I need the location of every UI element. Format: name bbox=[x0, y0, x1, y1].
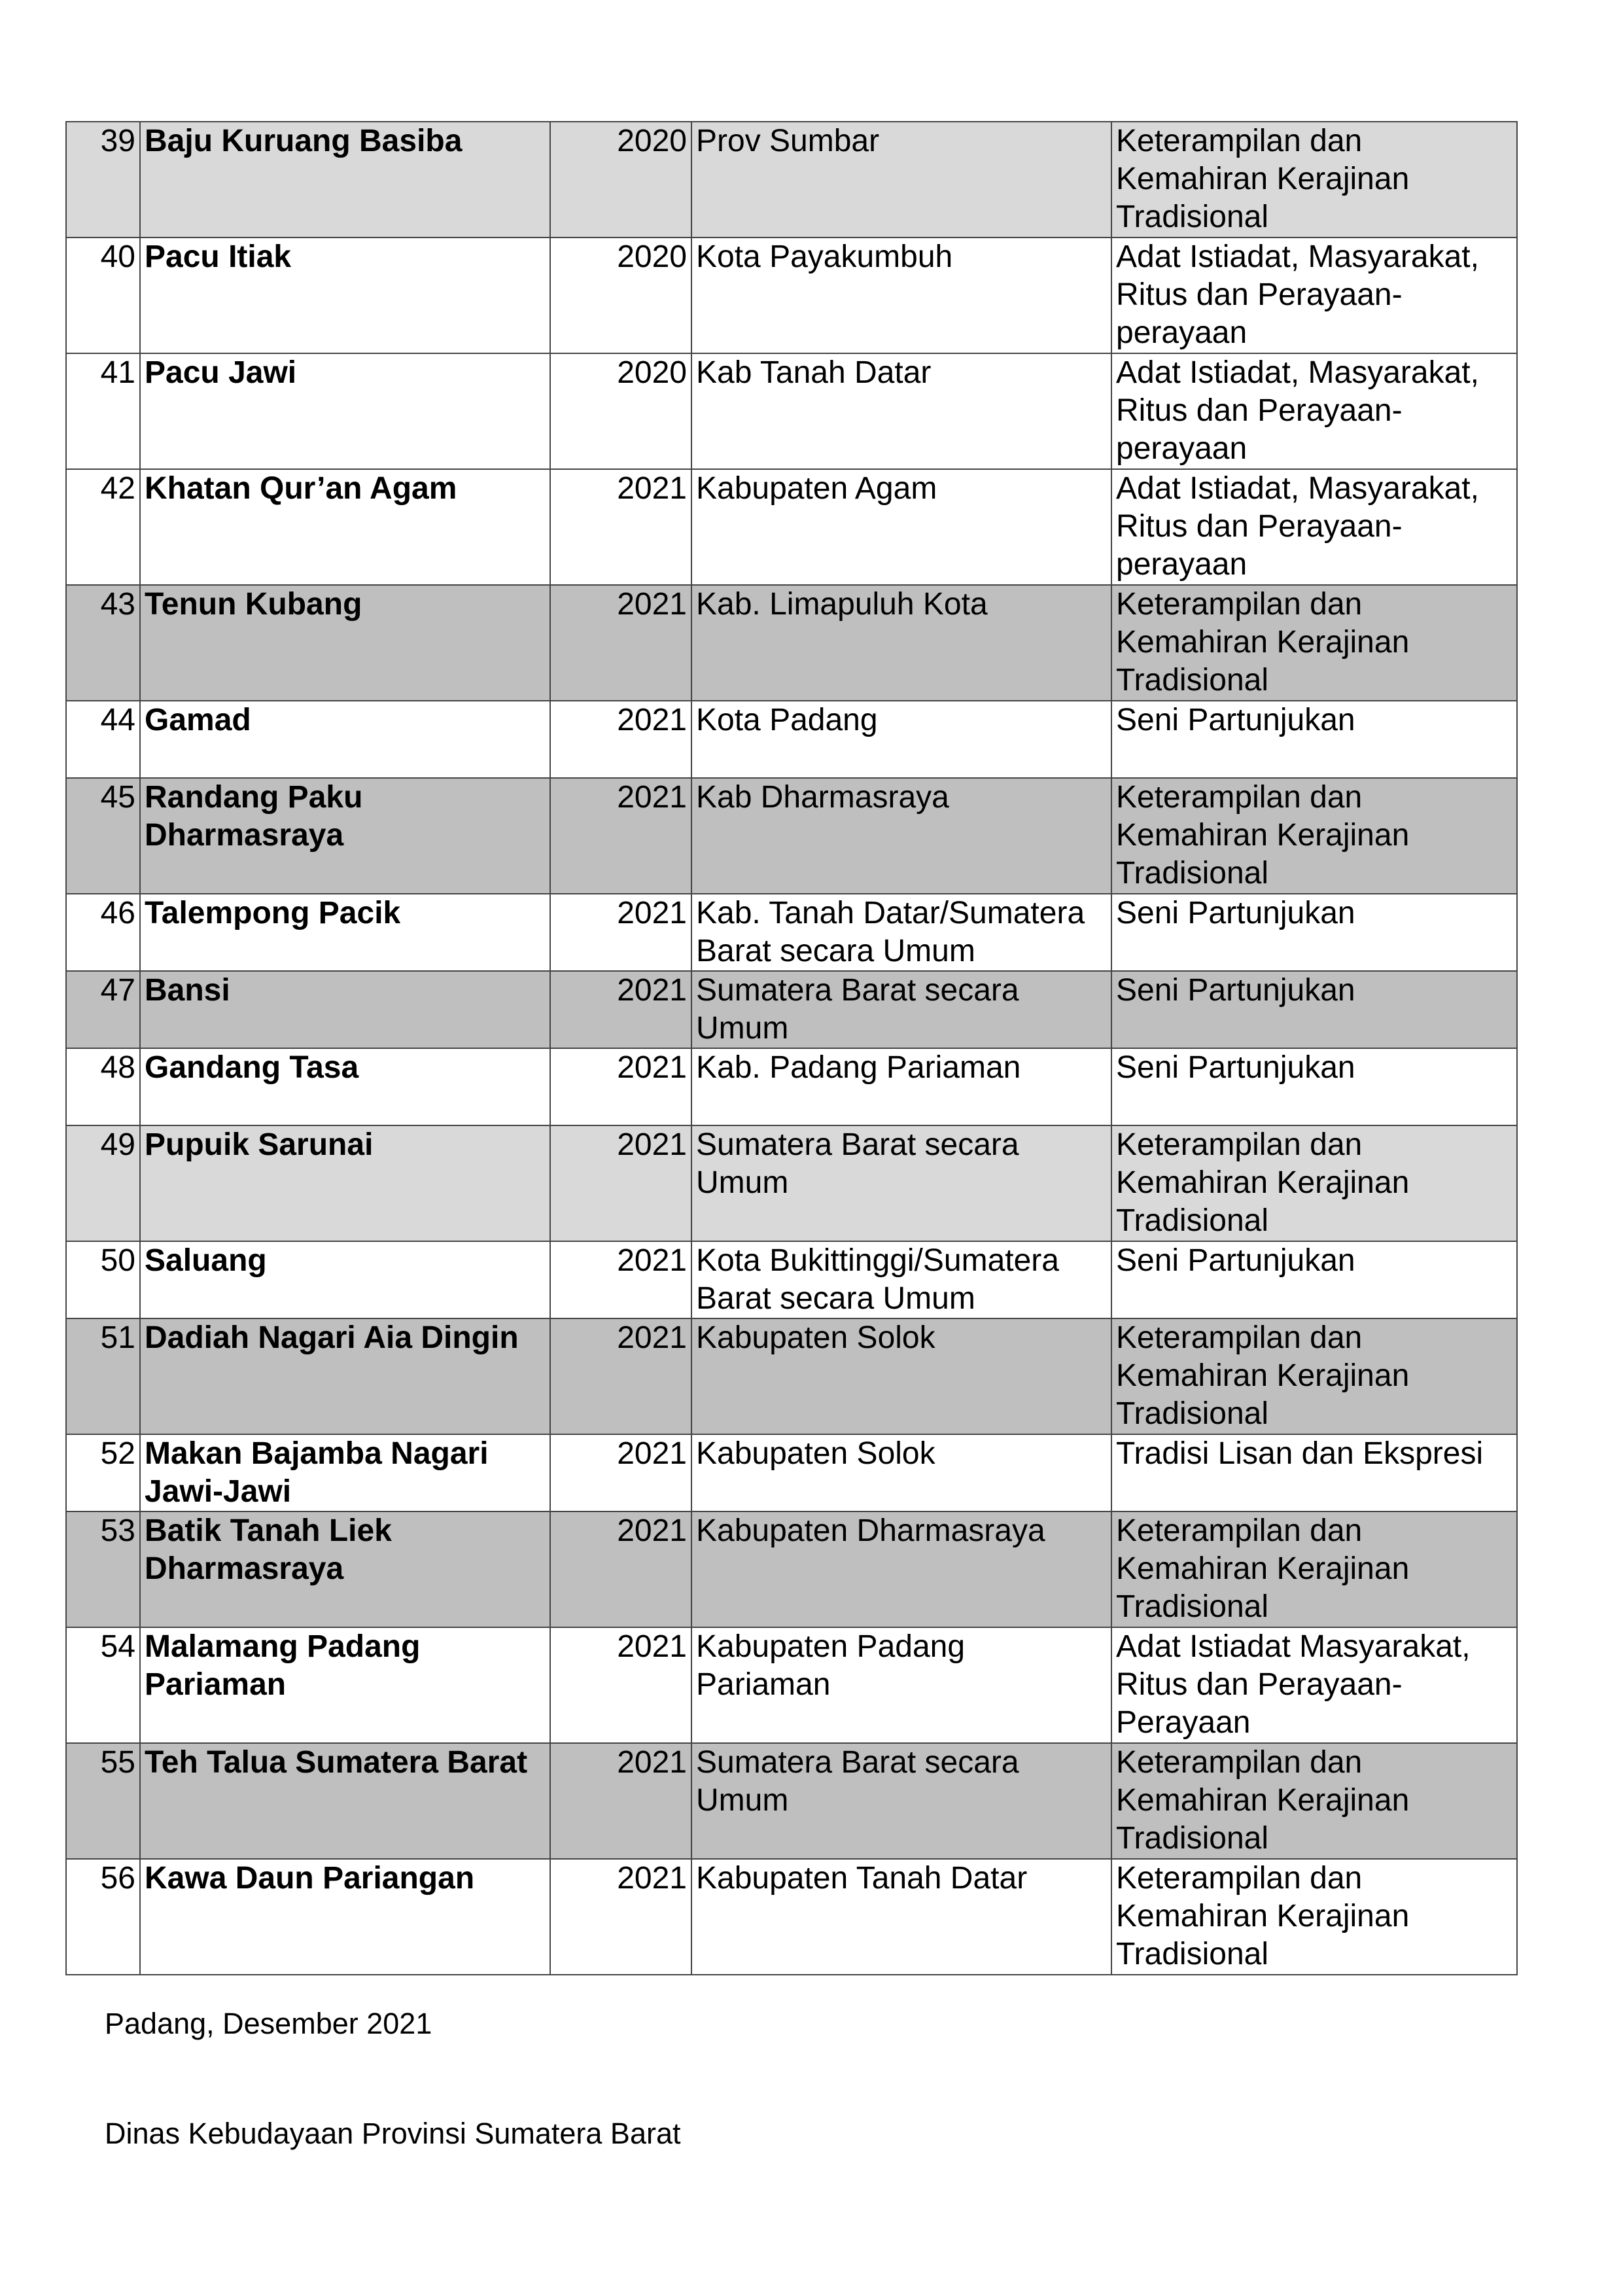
cell-domain: Keterampilan dan Kemahiran Kerajinan Tradisional bbox=[1111, 122, 1517, 238]
cell-domain: Keterampilan dan Kemahiran Kerajinan Tradisional bbox=[1111, 1511, 1517, 1627]
cell-year: 2021 bbox=[550, 1241, 691, 1318]
cell-year: 2020 bbox=[550, 122, 691, 238]
table-row bbox=[66, 469, 1517, 585]
cell-domain: Seni Partunjukan bbox=[1111, 894, 1517, 971]
cell-year: 2021 bbox=[550, 971, 691, 1048]
cell-number: 42 bbox=[66, 469, 140, 585]
cell-domain: Keterampilan dan Kemahiran Kerajinan Tradisional bbox=[1111, 1318, 1517, 1434]
cell-domain: Tradisi Lisan dan Ekspresi bbox=[1111, 1434, 1517, 1511]
cell-number: 49 bbox=[66, 1125, 140, 1241]
cell-region: Kabupaten Tanah Datar bbox=[691, 1859, 1111, 1975]
cell-number: 47 bbox=[66, 971, 140, 1048]
cell-heritage-name: Tenun Kubang bbox=[140, 585, 550, 701]
cell-year: 2021 bbox=[550, 701, 691, 778]
cell-year: 2021 bbox=[550, 585, 691, 701]
cell-domain: Keterampilan dan Kemahiran Kerajinan Tradisional bbox=[1111, 1859, 1517, 1975]
cell-number: 41 bbox=[66, 353, 140, 469]
cell-region: Sumatera Barat secara Umum bbox=[691, 1743, 1111, 1859]
cell-number: 53 bbox=[66, 1511, 140, 1627]
table-row bbox=[66, 585, 1517, 701]
cell-region: Prov Sumbar bbox=[691, 122, 1111, 238]
cell-number: 43 bbox=[66, 585, 140, 701]
cell-heritage-name: Khatan Qur’an Agam bbox=[140, 469, 550, 585]
cell-region: Kota Payakumbuh bbox=[691, 238, 1111, 353]
cell-heritage-name: Bansi bbox=[140, 971, 550, 1048]
cell-heritage-name: Gandang Tasa bbox=[140, 1048, 550, 1125]
cell-domain: Adat Istiadat, Masyarakat, Ritus dan Perayaan-perayaan bbox=[1111, 353, 1517, 469]
cell-region: Kab. Limapuluh Kota bbox=[691, 585, 1111, 701]
cell-number: 50 bbox=[66, 1241, 140, 1318]
cell-year: 2020 bbox=[550, 238, 691, 353]
cell-domain: Adat Istiadat, Masyarakat, Ritus dan Perayaan-perayaan bbox=[1111, 469, 1517, 585]
cell-region: Sumatera Barat secara Umum bbox=[691, 971, 1111, 1048]
cell-heritage-name: Talempong Pacik bbox=[140, 894, 550, 971]
cell-number: 39 bbox=[66, 122, 140, 238]
cell-region: Kab. Padang Pariaman bbox=[691, 1048, 1111, 1125]
heritage-table bbox=[65, 121, 1518, 1975]
cell-domain: Seni Partunjukan bbox=[1111, 1241, 1517, 1318]
table-row bbox=[66, 1627, 1517, 1743]
cell-year: 2021 bbox=[550, 1318, 691, 1434]
table-row bbox=[66, 1859, 1517, 1975]
cell-year: 2021 bbox=[550, 1743, 691, 1859]
table-row bbox=[66, 1125, 1517, 1241]
cell-heritage-name: Pupuik Sarunai bbox=[140, 1125, 550, 1241]
cell-region: Kab Dharmasraya bbox=[691, 778, 1111, 894]
cell-region: Kabupaten Dharmasraya bbox=[691, 1511, 1111, 1627]
cell-heritage-name: Pacu Itiak bbox=[140, 238, 550, 353]
cell-year: 2021 bbox=[550, 778, 691, 894]
cell-heritage-name: Baju Kuruang Basiba bbox=[140, 122, 550, 238]
cell-region: Sumatera Barat secara Umum bbox=[691, 1125, 1111, 1241]
cell-domain: Seni Partunjukan bbox=[1111, 701, 1517, 778]
cell-domain: Seni Partunjukan bbox=[1111, 1048, 1517, 1125]
cell-heritage-name: Makan Bajamba Nagari Jawi-Jawi bbox=[140, 1434, 550, 1511]
cell-domain: Keterampilan dan Kemahiran Kerajinan Tradisional bbox=[1111, 778, 1517, 894]
table-row bbox=[66, 1318, 1517, 1434]
table-row bbox=[66, 1241, 1517, 1318]
cell-heritage-name: Batik Tanah Liek Dharmasraya bbox=[140, 1511, 550, 1627]
cell-year: 2021 bbox=[550, 1048, 691, 1125]
cell-domain: Keterampilan dan Kemahiran Kerajinan Tradisional bbox=[1111, 1125, 1517, 1241]
cell-domain: Keterampilan dan Kemahiran Kerajinan Tradisional bbox=[1111, 585, 1517, 701]
cell-year: 2021 bbox=[550, 1859, 691, 1975]
cell-number: 52 bbox=[66, 1434, 140, 1511]
cell-region: Kabupaten Solok bbox=[691, 1318, 1111, 1434]
cell-heritage-name: Pacu Jawi bbox=[140, 353, 550, 469]
table-row bbox=[66, 1511, 1517, 1627]
cell-heritage-name: Teh Talua Sumatera Barat bbox=[140, 1743, 550, 1859]
table-row bbox=[66, 894, 1517, 971]
cell-heritage-name: Gamad bbox=[140, 701, 550, 778]
cell-region: Kabupaten Padang Pariaman bbox=[691, 1627, 1111, 1743]
table-row bbox=[66, 971, 1517, 1048]
cell-heritage-name: Dadiah Nagari Aia Dingin bbox=[140, 1318, 550, 1434]
heritage-table-body bbox=[66, 122, 1517, 1975]
cell-number: 46 bbox=[66, 894, 140, 971]
cell-region: Kab Tanah Datar bbox=[691, 353, 1111, 469]
cell-heritage-name: Malamang Padang Pariaman bbox=[140, 1627, 550, 1743]
cell-number: 51 bbox=[66, 1318, 140, 1434]
cell-number: 44 bbox=[66, 701, 140, 778]
table-row bbox=[66, 1434, 1517, 1511]
table-row bbox=[66, 1743, 1517, 1859]
cell-number: 45 bbox=[66, 778, 140, 894]
cell-region: Kab. Tanah Datar/Sumatera Barat secara Umum bbox=[691, 894, 1111, 971]
cell-number: 56 bbox=[66, 1859, 140, 1975]
table-row bbox=[66, 1048, 1517, 1125]
cell-number: 54 bbox=[66, 1627, 140, 1743]
table-row bbox=[66, 701, 1517, 778]
cell-domain: Keterampilan dan Kemahiran Kerajinan Tradisional bbox=[1111, 1743, 1517, 1859]
cell-year: 2020 bbox=[550, 353, 691, 469]
cell-region: Kota Padang bbox=[691, 701, 1111, 778]
table-row bbox=[66, 238, 1517, 353]
cell-year: 2021 bbox=[550, 894, 691, 971]
place-date: Padang, Desember 2021 bbox=[105, 2007, 432, 2040]
cell-heritage-name: Randang Paku Dharmasraya bbox=[140, 778, 550, 894]
cell-number: 48 bbox=[66, 1048, 140, 1125]
cell-domain: Adat Istiadat Masyarakat, Ritus dan Perayaan-Perayaan bbox=[1111, 1627, 1517, 1743]
cell-region: Kota Bukittinggi/Sumatera Barat secara Umum bbox=[691, 1241, 1111, 1318]
issuing-agency: Dinas Kebudayaan Provinsi Sumatera Barat bbox=[105, 2117, 681, 2150]
cell-region: Kabupaten Solok bbox=[691, 1434, 1111, 1511]
cell-region: Kabupaten Agam bbox=[691, 469, 1111, 585]
table-row bbox=[66, 122, 1517, 238]
cell-year: 2021 bbox=[550, 1627, 691, 1743]
cell-number: 40 bbox=[66, 238, 140, 353]
cell-number: 55 bbox=[66, 1743, 140, 1859]
cell-domain: Adat Istiadat, Masyarakat, Ritus dan Perayaan-perayaan bbox=[1111, 238, 1517, 353]
cell-year: 2021 bbox=[550, 469, 691, 585]
cell-year: 2021 bbox=[550, 1125, 691, 1241]
table-row bbox=[66, 353, 1517, 469]
cell-heritage-name: Kawa Daun Pariangan bbox=[140, 1859, 550, 1975]
cell-heritage-name: Saluang bbox=[140, 1241, 550, 1318]
cell-year: 2021 bbox=[550, 1434, 691, 1511]
cell-domain: Seni Partunjukan bbox=[1111, 971, 1517, 1048]
table-row bbox=[66, 778, 1517, 894]
cell-year: 2021 bbox=[550, 1511, 691, 1627]
